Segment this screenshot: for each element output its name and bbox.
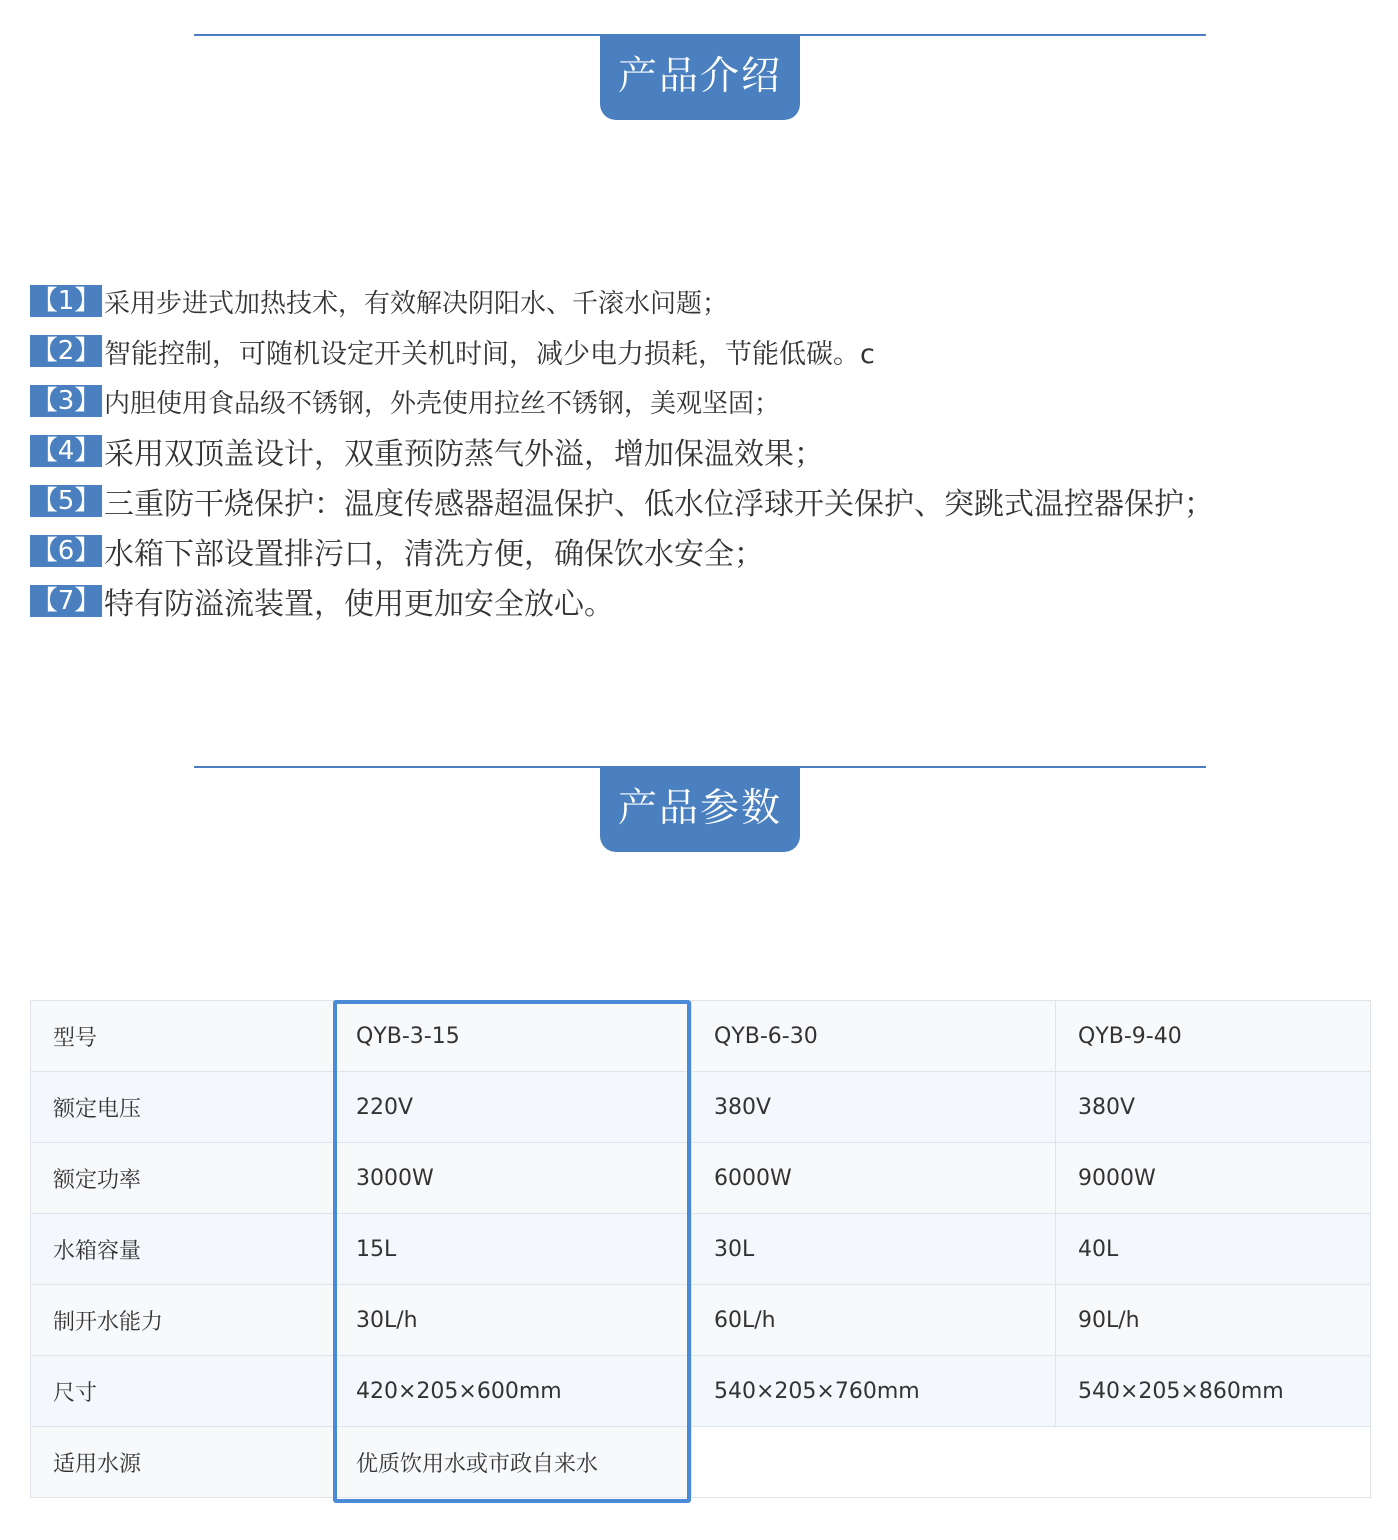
table-row bbox=[31, 1356, 1371, 1427]
feature-number-badge: 【5】 bbox=[31, 486, 101, 516]
row-label: 适用水源 bbox=[31, 1427, 334, 1498]
row-label: 型号 bbox=[31, 1001, 334, 1072]
intro-section-title: 产品介绍 bbox=[600, 34, 800, 120]
feature-item bbox=[30, 276, 1370, 326]
cell-value: 540×205×860mm bbox=[1056, 1356, 1371, 1427]
table-row bbox=[31, 1143, 1371, 1214]
row-label: 制开水能力 bbox=[31, 1285, 334, 1356]
params-table bbox=[30, 1000, 1371, 1498]
params-section-header bbox=[0, 766, 1398, 856]
feature-number-badge: 【4】 bbox=[31, 436, 101, 466]
table-row bbox=[31, 1285, 1371, 1356]
cell-value: QYB-9-40 bbox=[1056, 1001, 1371, 1072]
feature-number-badge: 【6】 bbox=[31, 536, 101, 566]
cell-value: 30L bbox=[692, 1214, 1056, 1285]
cell-value: QYB-6-30 bbox=[692, 1001, 1056, 1072]
feature-text: 采用步进式加热技术，有效解决阴阳水、千滚水问题； bbox=[104, 288, 729, 319]
feature-number-badge: 【1】 bbox=[31, 286, 101, 316]
table-row bbox=[31, 1427, 1371, 1498]
cell-value: 220V bbox=[334, 1072, 692, 1143]
table-row bbox=[31, 1072, 1371, 1143]
feature-text: 特有防溢流装置，使用更加安全放心。 bbox=[104, 587, 614, 622]
feature-item bbox=[30, 326, 1370, 376]
row-label: 额定功率 bbox=[31, 1143, 334, 1214]
row-label: 额定电压 bbox=[31, 1072, 334, 1143]
cell-value: 9000W bbox=[1056, 1143, 1371, 1214]
cell-value: 15L bbox=[334, 1214, 692, 1285]
row-label: 水箱容量 bbox=[31, 1214, 334, 1285]
cell-value: 540×205×760mm bbox=[692, 1356, 1056, 1427]
params-table-container bbox=[30, 1000, 1370, 1506]
feature-item bbox=[30, 426, 1370, 476]
cell-value: 420×205×600mm bbox=[334, 1356, 692, 1427]
table-row bbox=[31, 1001, 1371, 1072]
cell-value: 3000W bbox=[334, 1143, 692, 1214]
cell-value: 40L bbox=[1056, 1214, 1371, 1285]
feature-item bbox=[30, 576, 1370, 626]
feature-list bbox=[30, 276, 1370, 626]
feature-text: 采用双顶盖设计，双重预防蒸气外溢，增加保温效果； bbox=[104, 437, 824, 472]
feature-text: 智能控制，可随机设定开关机时间，减少电力损耗，节能低碳。c bbox=[104, 338, 875, 370]
feature-number-badge: 【3】 bbox=[31, 386, 101, 416]
feature-item bbox=[30, 376, 1370, 426]
feature-item bbox=[30, 476, 1370, 526]
cell-value: 60L/h bbox=[692, 1285, 1056, 1356]
intro-section-header bbox=[0, 34, 1398, 124]
cell-value: 优质饮用水或市政自来水 bbox=[334, 1427, 692, 1498]
cell-value: QYB-3-15 bbox=[334, 1001, 692, 1072]
params-section-title: 产品参数 bbox=[600, 766, 800, 852]
feature-text: 水箱下部设置排污口，清洗方便，确保饮水安全； bbox=[104, 537, 764, 572]
table-row bbox=[31, 1214, 1371, 1285]
cell-value: 380V bbox=[692, 1072, 1056, 1143]
cell-value: 6000W bbox=[692, 1143, 1056, 1214]
feature-number-badge: 【7】 bbox=[31, 586, 101, 616]
feature-number-badge: 【2】 bbox=[31, 336, 101, 366]
cell-value: 90L/h bbox=[1056, 1285, 1371, 1356]
feature-text: 三重防干烧保护：温度传感器超温保护、低水位浮球开关保护、突跳式温控器保护； bbox=[104, 487, 1214, 522]
row-label: 尺寸 bbox=[31, 1356, 334, 1427]
empty-cell bbox=[692, 1427, 1371, 1498]
feature-item bbox=[30, 526, 1370, 576]
feature-text: 内胆使用食品级不锈钢，外壳使用拉丝不锈钢，美观坚固； bbox=[104, 388, 781, 419]
cell-value: 380V bbox=[1056, 1072, 1371, 1143]
cell-value: 30L/h bbox=[334, 1285, 692, 1356]
